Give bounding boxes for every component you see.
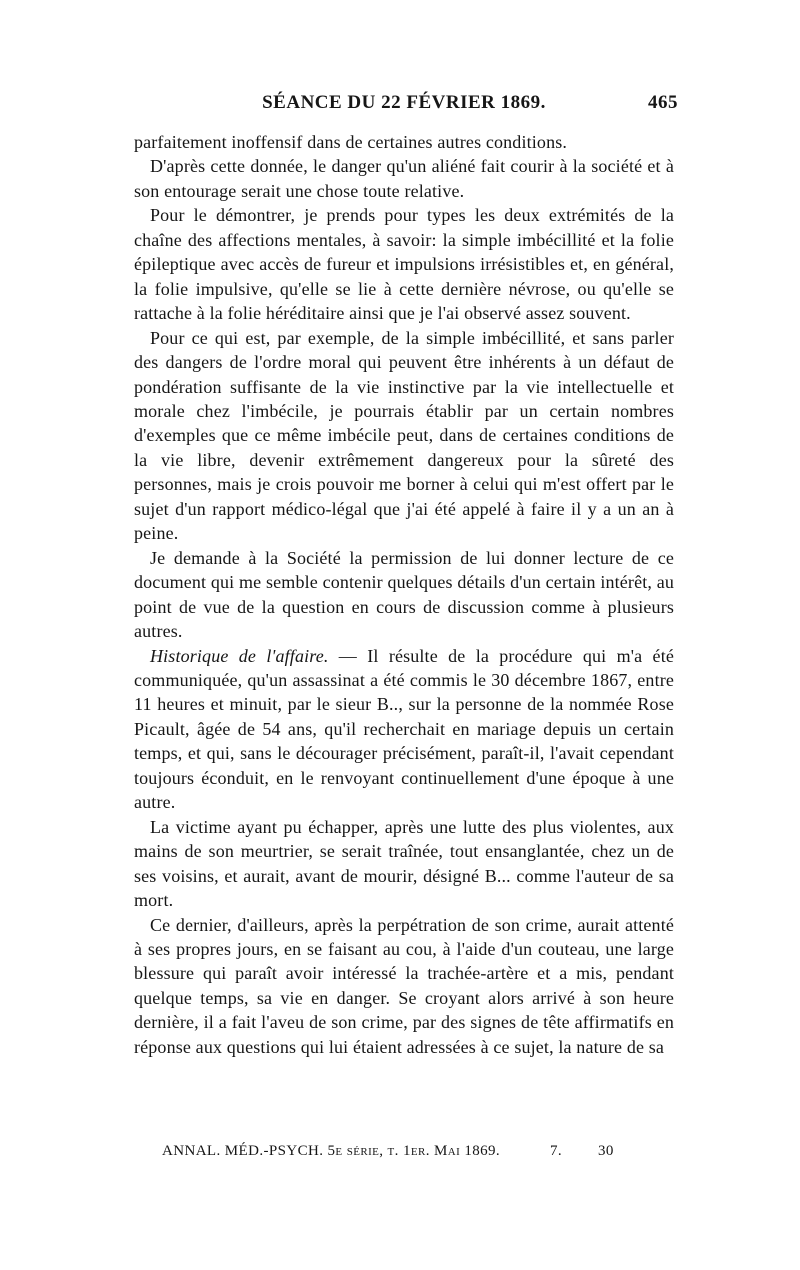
running-title: SÉANCE DU 22 FÉVRIER 1869.	[262, 92, 546, 113]
paragraph-lecture-request: Je demande à la Société la permission de lui donner lecture de ce document qui me semble contenir quelques détails d'un certain intérêt, au point de vue de la question en cours de discussion comme à plusieurs autres.	[134, 547, 674, 642]
signature-page: 30	[598, 1143, 614, 1159]
continued-paragraph: parfaitement inoffensif dans de certaines autres conditions.	[134, 132, 568, 152]
body-text	[134, 130, 674, 1059]
running-head	[130, 92, 678, 118]
paragraph-danger-relative: D'après cette donnée, le danger qu'un aliéné fait courir à la société et à son entourage serait une chose toute relative.	[134, 156, 674, 201]
paragraph-victim: La victime ayant pu échapper, après une lutte des plus violentes, aux mains de son meurtrier, se serait traînée, tout ensanglantée, chez un de ses voisins, et aurait, avant de mourir, désigné B... comme l'auteur de sa mort.	[134, 816, 674, 911]
paragraph-attempt: Ce dernier, d'ailleurs, après la perpétration de son crime, aurait attenté à ses propres jours, en se faisant au cou, à l'aide d'un couteau, une large blessure qui paraît avoir intéressé la trachée-artère et a mis, pendant quelque temps, sa vie en danger. Se croyant alors arrivé à son heure dernière, il a fait l'aveu de son crime, par des signes de tête affirmatifs en réponse aux questions qui lui étaient adressées à ce sujet, la nature de sa	[134, 914, 674, 1057]
paragraph-historique	[134, 644, 674, 815]
historique-text: — Il résulte de la procédure qui m'a été communiquée, qu'un assassinat a été commis le 30 décembre 1867, entre 11 heures et minuit, par le sieur B.., sur la personne de la nommée Rose Picault, âgée de 54 ans, qu'il recherchait en mariage depuis un certain temps, et qui, sans le décourager précisément, paraît-il, l'avait cependant toujours éconduit, en le renvoyant continuellement d'une époque à une autre.	[134, 645, 674, 813]
section-heading-historique: Historique de l'affaire.	[150, 645, 329, 666]
paragraph-imbecillite: Pour ce qui est, par exemple, de la simple imbécillité, et sans parler des dangers de l'ordre moral qui peuvent être inhérents à un défaut de pondération suffisante de la vie instinctive par la vie intellectuelle et morale chez l'imbécile, je pourrais établir par un certain nombres d'exemples que ce même imbécile peut, dans de certaines conditions de la vie libre, devenir extrêmement dangereux pour la sûreté des personnes, mais je crois pouvoir me borner à celui qui m'est offert par le sujet d'un rapport médico-légal que j'ai été appelé à faire il y a un an à peine.	[134, 327, 674, 544]
paragraph-types: Pour le démontrer, je prends pour types les deux extrémités de la chaîne des affections mentales, à savoir: la simple imbécillité et la folie épileptique avec accès de fureur et impulsions irrésistibles et, en général, la folie impulsive, qu'elle se lie à cette dernière névrose, ou qu'elle se rattache à la folie héréditaire ainsi que je l'ai observé assez souvent.	[134, 205, 674, 324]
page-number: 465	[648, 92, 678, 113]
journal-reference: ANNAL. MÉD.-PSYCH. 5e série, t. 1er. Mai 1869.	[162, 1143, 501, 1159]
sheet-number: 7.	[550, 1143, 563, 1159]
signature-line	[162, 1143, 642, 1160]
